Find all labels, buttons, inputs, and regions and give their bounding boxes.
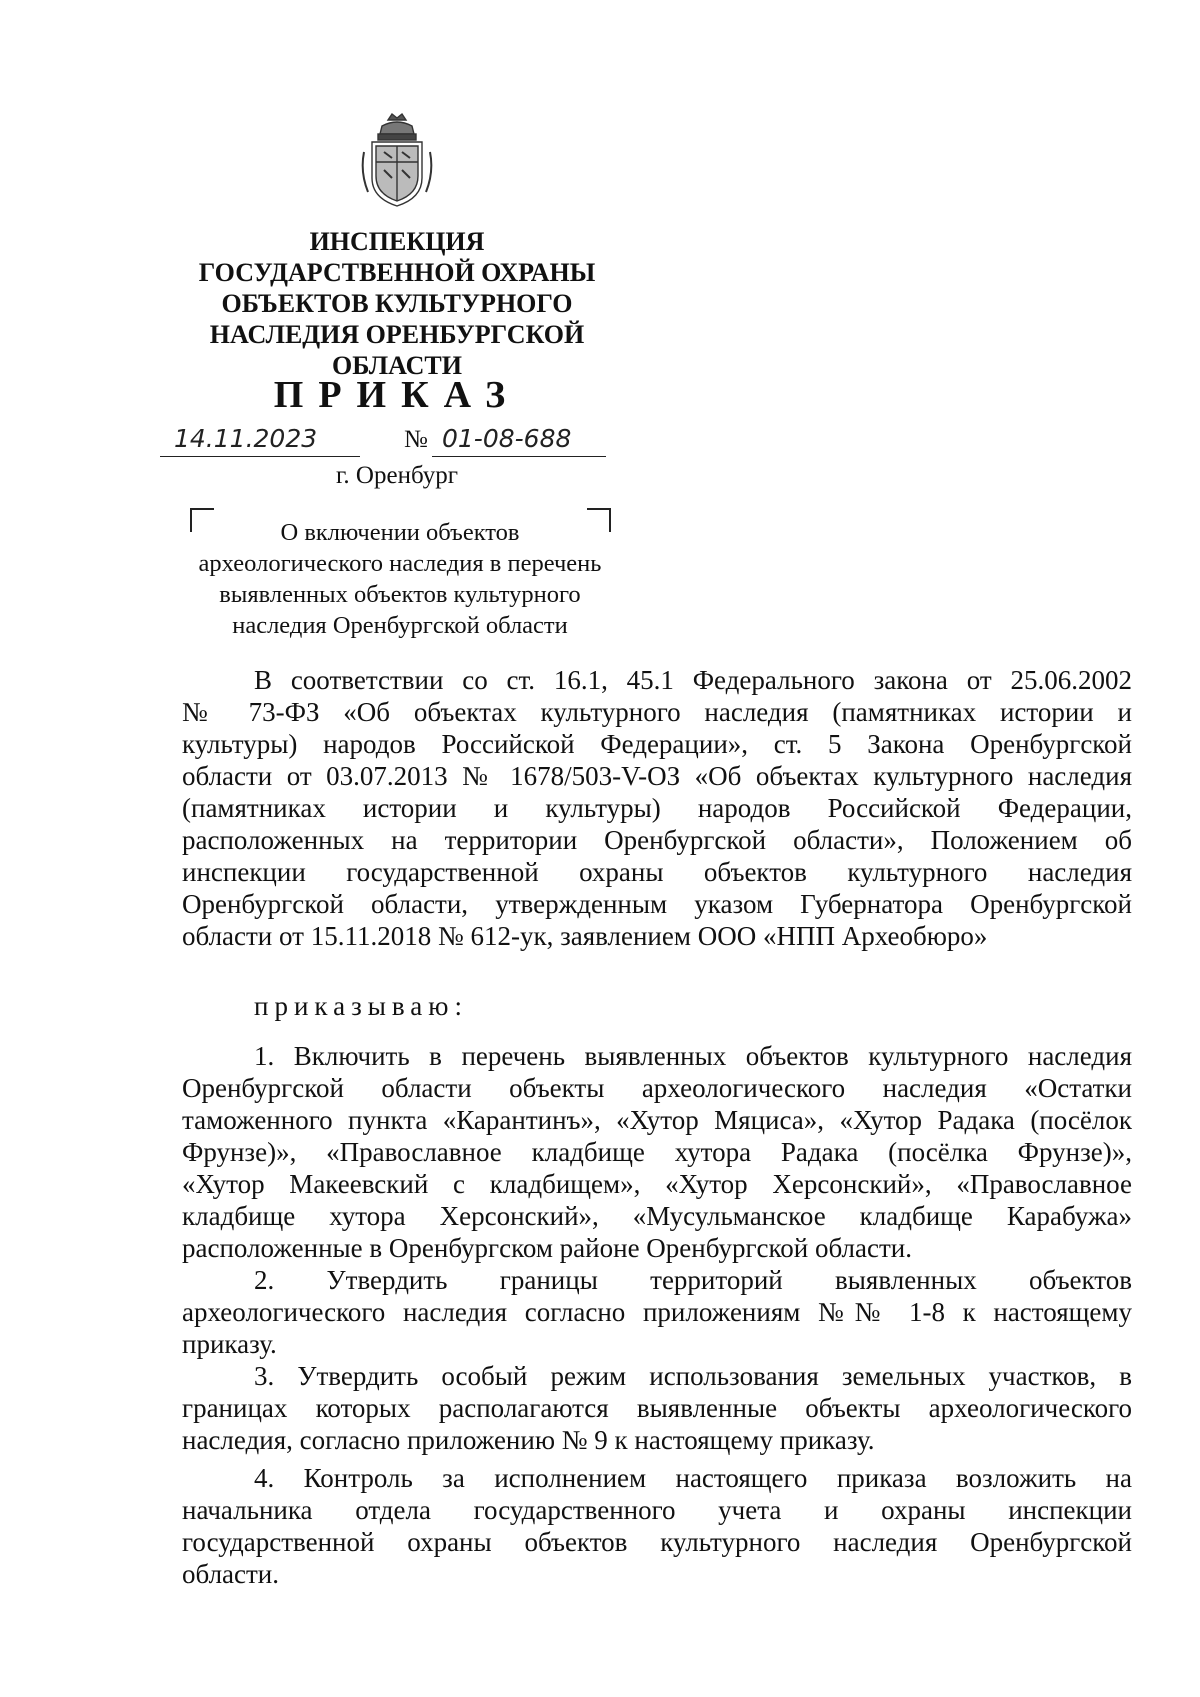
item-2-line: приказу. [182,1329,277,1359]
date-number-row [160,424,634,460]
item-2-line: археологического наследия согласно приложениям №№ 1-8 к настоящему [182,1297,1132,1327]
item-1-line: Оренбургской области объекты археологического наследия «Остатки [182,1073,1132,1103]
preamble-line: инспекции государственной охраны объектов культурного наследия [182,857,1132,887]
subject-line: наследия Оренбургской области [232,612,568,639]
preamble-line: области от 15.11.2018 № 612-ук, заявлением ООО «НПП Археобюро» [182,921,988,951]
preamble-line: В соответствии со ст. 16.1, 45.1 Федерального закона от 25.06.2002 [254,665,1132,695]
item-1-line: таможенного пункта «Карантинъ», «Хутор Мяциса», «Хутор Радака (посёлок [182,1105,1132,1135]
item-3-line: наследия, согласно приложению № 9 к настоящему приказу. [182,1425,875,1455]
order-word: приказываю: [254,991,468,1021]
handwritten-date: 14.11.2023 [174,424,318,453]
org-line: ГОСУДАРСТВЕННОЙ ОХРАНЫ [198,258,596,287]
item-1-line: 1. Включить в перечень выявленных объектов культурного наследия [254,1041,1132,1071]
item-1-line: Фрунзе)», «Православное кладбище хутора Радака (посёлка Фрунзе)», [182,1137,1132,1167]
org-line: ИНСПЕКЦИЯ [309,227,485,256]
item-4-line: начальника отдела государственного учета и охраны инспекции [182,1495,1132,1525]
item-4-line: 4. Контроль за исполнением настоящего приказа возложить на [254,1463,1132,1493]
item-1-line: кладбище хутора Херсонский», «Мусульманское кладбище Карабужа» [182,1201,1132,1231]
preamble-line: (памятниках истории и культуры) народов Российской Федерации, [182,793,1132,823]
item-4-line: государственной охраны объектов культурного наследия Оренбургской [182,1527,1132,1557]
org-line: НАСЛЕДИЯ ОРЕНБУРГСКОЙ [209,320,585,349]
date-underline [160,456,360,457]
item-1-line: «Хутор Макеевский с кладбищем», «Хутор Херсонский», «Православное [182,1169,1132,1199]
org-line: ОБЪЕКТОВ КУЛЬТУРНОГО [221,289,573,318]
document-type-title: ПРИКАЗ [273,374,521,416]
preamble-line: области от 03.07.2013 № 1678/503-V-ОЗ «Об объектах культурного наследия [182,761,1132,791]
coat-of-arms-icon [358,112,436,210]
number-sign: № [404,426,428,453]
preamble-line: № 73-ФЗ «Об объектах культурного наследия (памятниках истории и [182,697,1132,727]
item-3-line: 3. Утвердить особый режим использования земельных участков, в [254,1361,1132,1391]
handwritten-number: 01-08-688 [442,424,572,453]
item-3-line: границах которых располагаются выявленные объекты археологического [182,1393,1132,1423]
item-4-line: области. [182,1559,280,1589]
preamble-paragraph [182,664,1132,952]
city: г. Оренбург [336,462,458,489]
issuing-authority [160,226,634,381]
item-2-line: 2. Утвердить границы территорий выявленных объектов [254,1265,1132,1295]
order-items [182,1040,1132,1590]
subject-line: выявленных объектов культурного [219,581,581,608]
preamble-line: культуры) народов Российской Федерации», ст. 5 Закона Оренбургской [182,729,1132,759]
subject-line: О включении объектов [280,519,520,546]
org-line: ОБЛАСТИ [332,351,462,380]
number-underline [432,456,606,457]
preamble-line: расположенных на территории Оренбургской области», Положением об [182,825,1132,855]
preamble-line: Оренбургской области, утвержденным указом Губернатора Оренбургской [182,889,1132,919]
document-subject [180,517,620,641]
subject-line: археологического наследия в перечень [198,550,602,577]
item-1-line: расположенные в Оренбургском районе Оренбургской области. [182,1233,912,1263]
